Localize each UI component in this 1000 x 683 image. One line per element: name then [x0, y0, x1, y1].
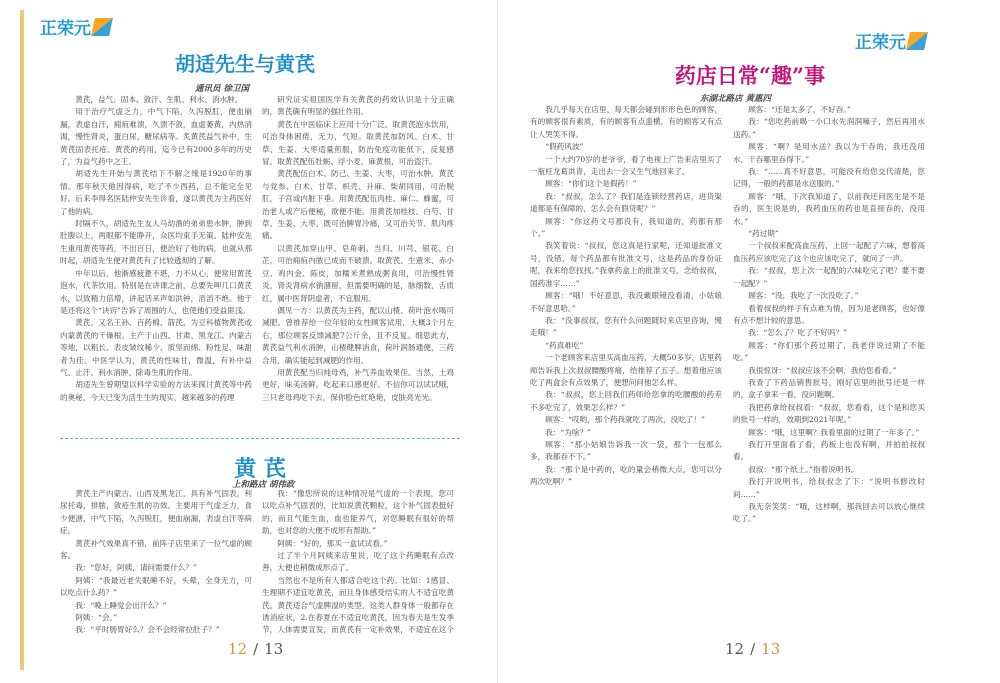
paragraph: 偶见一方：以黄芪为主药，配以山楂、荷叶泡水喝可减肥。曾推荐给一位年轻的女性顾客试用，大概3个月左右，那位顾客反馈减肥7公斤余，且不反复。细思此方，黄芪益气利水消肿，山楂健脾消食，荷叶润肠通便，三药合用，确实能起到减肥的作用。	[262, 305, 454, 365]
page-total: 13	[264, 640, 284, 658]
page-fold-line	[497, 0, 498, 683]
article-column	[262, 94, 454, 434]
paragraph: 我：“晚上睡觉会出汗么？”	[75, 600, 167, 610]
paragraph: “药过期”	[748, 229, 779, 239]
article-column	[60, 488, 252, 636]
paragraph: 顾客：“还是太多了，不好吞。”	[748, 105, 851, 114]
paragraph: 胡适先生曾期望以科学实验的方法来探讨黄芪等中药的奥秘，今天已变为活生生的现实，越来越多的药理	[60, 380, 252, 402]
page-separator: /	[253, 640, 259, 658]
paragraph: 我：“您好，阿姨，请问需要什么？”	[75, 563, 197, 573]
paragraph: 黄芪配伍白术、防己、生姜、大枣，可治水肿。黄芪与党参、白术、甘草、枳壳、升麻、柴胡同用，可治脱肛，子宫或内脏下垂。用黄芪配伍肉桂、麻仁、蜂蜜，可治老人或产后便秘，欲便不能。用黄芪加桂枝、白芍、甘草、生姜、大枣，既可治脾胃冷痛，又可治关节、肌肉疼痛。	[262, 169, 454, 241]
paragraph: 过了半个月阿姨来店里说，吃了这个药睡眠有点改善，大便也稍微成形点了。	[262, 551, 454, 573]
paragraph: 以黄芪加穿山甲、皂角刺、当归、川芎、银花、白芷，可治痈疽内脓已成而不破溃。取黄芪、生薏米、赤小豆、鸡内金、陈皮，加糯米煮熟成粥食用，可治慢性肾炎，肾炎肾病水钠潴留，但需要明确的是，脉细数、舌质红，属中医肾阴虚者，不宜服用。	[262, 243, 454, 303]
paragraph: “药真难吃”	[545, 340, 584, 350]
page-total: 13	[761, 640, 781, 658]
paragraph: 顾客：“那小姑娘告诉我一次一袋，那个一包那么多，我都吞不下。”	[530, 439, 722, 462]
paragraph: 一个老顾客来店里买高血压药，大概50多岁，店里药师告诉我上次叔叔腰酸疼痛，给推荐了五子。想着他应该吃了两盒会有点效果了，便想问问他怎么样。	[530, 353, 722, 387]
paragraph: 用黄芪配当归炖母鸡，补气养血效果佳。当然，土鸡更好，味美汤鲜，吃起来口感更好。不信你可以试试哦，三只老母鸡吃下去，保你脸色红艳艳，皮肤亮光光。	[262, 367, 454, 402]
edge-accent-bar	[20, 50, 24, 670]
paragraph: 当然也不是所有人都适合吃这个药。比如：1感冒、生理期不适宜吃黄芪，而且身体感受结实的人不适宜吃黄芪。黄芪适合气虚脾湿的类型，这类人群身体一般都存在诱消症状，2.在春夏在不适宜吃黄芪，因为春天是生发季节，人体需要宣发，而黄芪有一定补效果，不适宜在这个	[262, 575, 454, 635]
paragraph: 顾客：“你们这个是假药！”	[545, 179, 637, 189]
edge-accent-bar	[20, 10, 24, 50]
paragraph: 顾客：“你这药文号都没有，我知道的，药都有那个。”	[530, 216, 722, 239]
brand-mark-icon	[91, 18, 113, 36]
article-title: 黄 芪	[234, 456, 286, 482]
paragraph: 我：“没事叔叔，您有什么问题随时来店里咨询，慢走哦！”	[530, 315, 722, 338]
article-byline: 通讯员 徐卫国	[195, 84, 249, 94]
page-separator: /	[750, 640, 756, 658]
paragraph: 我把药拿给叔叔看：“叔叔，您看看，这个是和您买的批号一样的，效期到2021年呢。”	[733, 402, 925, 425]
paragraph: 一个叔叔来配高血压药，上回一起配了六味，想着高血压药应该吃完了这个也应该吃完了，就问了一声。	[733, 241, 925, 263]
paragraph: 研究证实祖国医学有关黄芪的药效认识是十分正确的，黄芪确有明显的强壮作用。	[262, 95, 454, 117]
paragraph: 我：“您吃药前喝一小口水先润润嗓子，然后再用水送药。”	[733, 117, 925, 139]
article-column	[262, 488, 454, 636]
paragraph: 我几乎每天在店里，每天都会碰到形形色色的顾客，有的顾客很有素质，有的顾客有点蛮横，有的顾客又有点让人哭笑不得。	[530, 105, 722, 139]
paragraph: 中年以后，他渐感疲惫不堪，力不从心，便常用黄芪泡水，代茶饮用。特别是在讲课之前，总要先呷几口黄芪水，以致精力倍增，讲起话来声如洪钟，滔滔不绝。他于是还将这个“诀窍”告诉了周围的人，也使他们受益匪浅。	[60, 268, 252, 315]
paragraph: 我：“像您所说的这种情况是气虚的一个表现，您可以吃点补气固表的，比如说黄芪颗粒，这个补气固表挺好的，而且气能生血，血也能养气，对您睡眠有很好的帮助，也对您的大便不成形有帮助。”	[262, 489, 454, 536]
paragraph: 我：“叔叔，您上回我们药师给您拿的吃腰酸的药差不多吃完了，效果怎么样？”	[530, 390, 722, 412]
paragraph: 阿姨：“我最近老失眠睡不好，头晕，全身无力，可以吃点什么药？”	[60, 575, 252, 598]
paragraph: 黄芪补气效果真不错，前阵子店里来了一位气虚的顾客。	[60, 538, 252, 561]
paragraph: 胡适先生开始与黄芪结下不解之缘是1920年的事情。那年秋天他因得病，吃了不少西药，总不能完全见好。后来李得名医陆仲安先生诊看，遂以黄芪为主药医好了他的病。	[60, 169, 252, 216]
section-divider	[60, 438, 460, 439]
paragraph: 我很惊讶：“叔叔应该不会啊，我给您看看。”	[748, 365, 897, 375]
paragraph: 我：“怎么了？吃了不好吗？”	[748, 328, 848, 338]
paragraph: 我：“那个是中药的，吃的量会稍微大点，您可以分两次吃啊？”	[530, 464, 722, 487]
paragraph: 黄芪，益气、固本、敛汗、生肌、利水、消水肿。	[75, 95, 243, 104]
brand-name: 正荣元	[40, 19, 91, 39]
paragraph: 顾客：“没，我吃了一次没吃了。”	[748, 291, 859, 301]
page-number	[725, 640, 780, 658]
paragraph: 我：“叔叔，您上次一起配的六味吃完了吧？要不要一起配？”	[733, 266, 925, 288]
article-byline: 上和路店 胡伟政	[232, 480, 295, 490]
brand-name: 正荣元	[855, 33, 906, 53]
paragraph: 我无奈笑笑：“哦，这样啊，那我回去可以放心继续吃了。”	[733, 502, 925, 524]
paragraph: 顾客：“哦，下次我知道了，以前我还问医生是不是吞的，医生说是的，我药血压的药也是直接吞的，没用水。”	[733, 191, 925, 226]
paragraph: 我查了下药品销售批号，刚好店里的批号还是一样的，盒子拿来一看，没问题啊。	[733, 377, 925, 400]
page-current: 12	[228, 640, 248, 658]
paragraph: 看着叔叔的样子有点难为情，因为是老顾客，也好像有点不想计较的意思。	[733, 303, 925, 325]
paragraph: 我打开说明书，给叔叔念了下：“说明书修改时间……”	[733, 477, 925, 499]
paragraph: 顾客：“哦，这里啊？我看里面的过期了一年多了。”	[748, 427, 920, 437]
article-title: 胡适先生与黄芪	[175, 52, 315, 76]
paragraph: 我：“平时肠胃好么？会不会经常拉肚子？”	[75, 625, 220, 635]
paragraph: 顾客：“哎哟，那个药我就吃了两次，没吃了！”	[545, 415, 705, 425]
article-column	[530, 104, 722, 629]
paragraph: 我笑着说：“叔叔，您这真是行家呢，还知道批准文号，没错，每个药品都有批准文号，这是药品的身份证呢，我来给您找找。”我拿药盒上的批准文号，念给叔叔，国药准字……”	[530, 241, 722, 288]
paragraph: 顾客：“你们那个药过期了，我老伴说过期了不能吃。”	[733, 340, 925, 363]
paragraph: 黄芪，又名王孙、百药棉、箭芪，为豆科植物黄芪或内蒙黄芪的干燥根。主产于山西、甘肃、黑龙江、内蒙古等地，以粗长、表皮皱纹稀少、质坚而绵、粉性足、味甜者为佳。中医学认为，黄芪的性味甘，微温，有补中益气、止汗、利水消肿、除毒生肌的作用。	[60, 318, 252, 377]
brand-logo	[40, 14, 111, 39]
page-current: 12	[725, 640, 745, 658]
paragraph: 黄芪主产内蒙古、山西及黑龙江，具有补气固表，利尿托毒，排脓，敛疮生肌的功效。主要用于气虚乏力，食少便溏，中气下陷，久泻脱肛，便血崩漏，表虚自汗等病症。	[60, 489, 252, 536]
article-column	[733, 104, 925, 629]
paragraph: 我：“……真不好意思，可能没有给您交代清楚，您记得，一般的药都是水送服的。”	[733, 167, 925, 189]
article-column	[60, 94, 252, 434]
paragraph: 顾客：“哦！不好意思，我没戴眼镜没看清，小姑娘不好意思哈。”	[530, 291, 722, 313]
paragraph: 一个大约70岁的老爷爷，看了电视上广告来店里买了一瓶枉龙葛洪青，走出去一会又生气地回来了。	[530, 154, 722, 177]
paragraph: “假药风波”	[545, 142, 584, 152]
brand-logo	[855, 28, 926, 53]
paragraph: 阿姨：“会。”	[75, 613, 118, 623]
brand-mark-icon	[906, 32, 928, 50]
paragraph: 顾客：“啊？是用水送？我以为干吞的，我还没用水，干吞哪里吞得下。”	[733, 142, 925, 164]
paragraph: 用于治疗气虚乏力，中气下陷，久泻脱肛，便血崩漏，表虚自汗，痈疽难溃，久溃不敛，血虚萎黄，内热消渴，慢性肾炎，蛋白尿，糖尿病等。炙黄芪益气补中，生黄芪固表托疮。黄芪的药用，迄今已有2000多年的历史了，为益气药中之王。	[60, 107, 252, 167]
paragraph: 阿姨：“好的，那买一盒试试看。”	[277, 538, 388, 548]
page-number	[228, 640, 283, 658]
paragraph: 我：“为啥？”	[545, 427, 591, 437]
article-title: 药店日常“趣”事	[674, 63, 826, 88]
paragraph: 黄芪在中医临床上应用十分广泛。取黄芪泡水饮用，可治身体困倦，无力，气短。取黄芪加防风、白术、甘草、生姜、大枣适量煎服，防治免疫功能低下，反复感冒。取黄芪配伍牡蛎、浮小麦、麻黄根，可治盗汗。	[262, 119, 454, 167]
article-byline: 东湖北路店 黄惠四	[700, 94, 771, 104]
paragraph: 我：“叔叔，怎么了？我们是连锁经营药店，进货渠道都是有保障的，怎么会有假货呢？”	[530, 191, 722, 214]
paragraph: 时隔不久，胡适先生友人马幼渔的弟弟患水肿，肿到肚腹以上，两眼都不能睁开，众医均束手无策。陆仲安先生重用黄芪等药，不出百日，便治好了他的病，也就从那时起，胡适先生便对黄芪有了比较透彻的了解。	[60, 219, 252, 266]
paragraph: 叔叔：“那个纸上。”指着说明书。	[748, 464, 859, 474]
paragraph: 我打开里面看了看，药板上也没有啊，并拍拍叔叔看。	[733, 439, 925, 462]
